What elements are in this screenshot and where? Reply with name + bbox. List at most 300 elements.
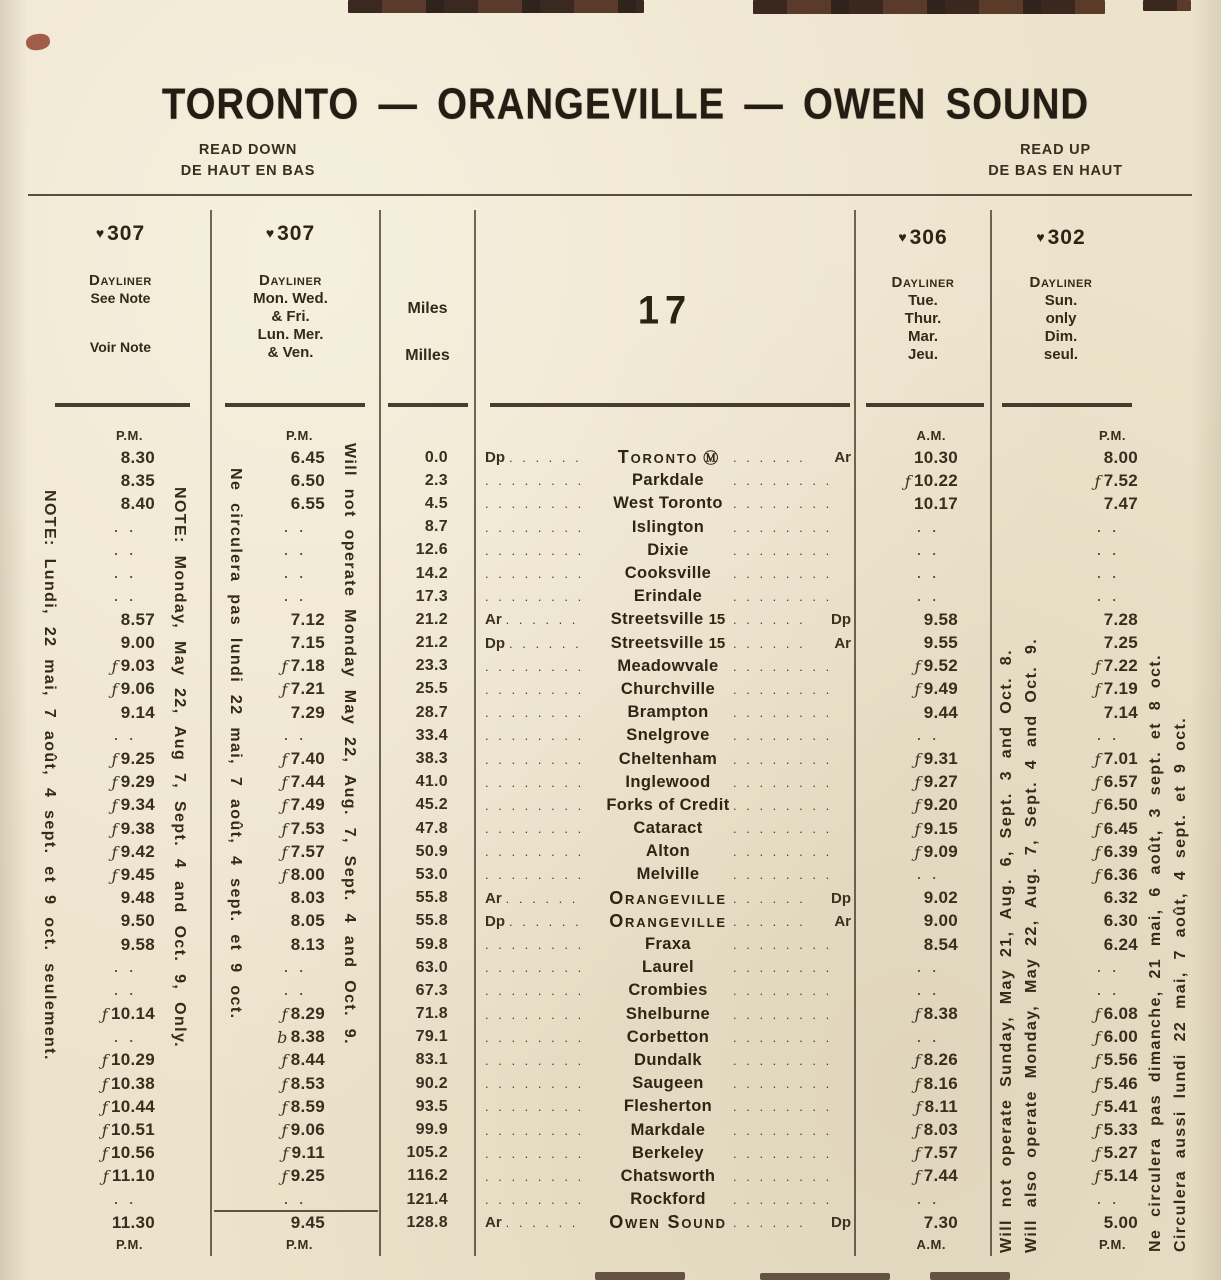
flag-stop-symbol: ƒ (1094, 1028, 1101, 1048)
flag-stop-symbol: ƒ (281, 680, 288, 700)
station-name: Markdale (630, 1120, 706, 1139)
time-text: 5.33 (1103, 1120, 1138, 1140)
time-value (111, 772, 155, 792)
time-text: 9.00 (923, 911, 958, 931)
time-cell-306 (855, 1030, 991, 1045)
flag-stop-symbol: ƒ (281, 1051, 288, 1071)
leader-dots: . . . . . . (505, 612, 579, 628)
time-cell-307-daily (0, 1192, 211, 1207)
station-right-leader (733, 1030, 855, 1045)
blank-time: . . (917, 1192, 940, 1208)
horizontal-rule (28, 194, 1192, 196)
miles-cell (380, 866, 475, 884)
time-cell-306 (855, 1120, 991, 1140)
time-cell-306 (855, 703, 991, 723)
time-value (291, 471, 325, 491)
read-up-fr: DE BAS EN HAUT (988, 163, 1123, 179)
time-text: 9.14 (120, 702, 155, 722)
leader-dots: . . . . . . (733, 1215, 806, 1231)
leader-dots: . . . . . . . . (485, 797, 585, 813)
blank-time: . . (1097, 542, 1120, 558)
station-right-leader (733, 983, 855, 998)
station-name-wrap (603, 819, 733, 838)
station-right-leader (733, 1169, 855, 1184)
blank-time: . . (284, 566, 307, 582)
time-text: 9.42 (120, 841, 155, 861)
train-number-text: 306 (909, 226, 948, 249)
time-text: 9.31 (923, 749, 958, 769)
station-right-leader (733, 728, 855, 743)
time-value (905, 471, 958, 491)
time-value (281, 1050, 325, 1070)
station-name-wrap (603, 471, 733, 490)
column-header-302 (991, 226, 1131, 364)
station-cell (475, 1074, 855, 1093)
station-name: Streetsville (610, 633, 704, 652)
flag-stop-symbol: ƒ (281, 1121, 288, 1141)
station-left-leader (475, 473, 603, 488)
time-text: 9.09 (923, 841, 958, 861)
station-name: Laurel (642, 958, 694, 977)
leader-dots: . . . . . . . . (485, 1192, 585, 1208)
miles-cell (380, 936, 475, 954)
ampm-cell (855, 1237, 991, 1252)
station-left-leader (475, 520, 603, 535)
time-text: 8.11 (924, 1096, 958, 1116)
time-text: 5.27 (1103, 1143, 1138, 1163)
station-left-leader (475, 682, 603, 697)
station-left-leader (475, 728, 603, 743)
flag-stop-symbol: ƒ (914, 1051, 921, 1071)
flag-stop-symbol: ƒ (102, 1167, 109, 1187)
station-cell (475, 564, 855, 583)
leader-dots: . . . . . . . . (485, 1076, 585, 1092)
flag-stop-symbol: ƒ (1094, 865, 1101, 885)
station-name: Flesherton (623, 1097, 713, 1116)
flag-stop-symbol: ƒ (111, 750, 118, 770)
flag-stop-symbol: ƒ (101, 1121, 108, 1141)
miles-cell (380, 449, 475, 467)
time-value (1094, 772, 1138, 792)
time-cell-306 (855, 983, 991, 998)
flag-stop-symbol: ƒ (101, 1051, 108, 1071)
time-cell-307-daily (0, 1213, 211, 1233)
time-cell-306 (855, 1143, 991, 1163)
station-cell (475, 819, 855, 838)
miles-cell (380, 843, 475, 861)
time-value (277, 1027, 325, 1047)
miles-value: 71.8 (415, 1005, 448, 1023)
scan-artifact-bottom (595, 1272, 685, 1280)
time-text: 7.44 (923, 1166, 958, 1186)
time-cell-306 (855, 728, 991, 743)
time-value (914, 1120, 958, 1140)
time-value (281, 1120, 325, 1140)
miles-cell (380, 588, 475, 606)
station-name: Brampton (627, 703, 709, 722)
flag-stop-symbol: ƒ (111, 865, 118, 885)
miles-value: 79.1 (415, 1028, 448, 1046)
time-value (1104, 1213, 1138, 1233)
time-text: 8.38 (923, 1004, 958, 1024)
heart-icon: ♥ (95, 225, 106, 241)
blank-time: . . (1097, 566, 1120, 582)
station-right-leader (733, 589, 855, 604)
days-line: Jeu. (907, 346, 938, 363)
station-prefix: Dp (485, 634, 505, 652)
note-french-not-operate-monday: Ne circulera pas lundi 22 mai, 7 août, 4 sept. et 9 oct. (227, 468, 244, 1020)
days-line: only (1045, 310, 1077, 327)
blank-time: . . (284, 1192, 307, 1208)
station-cell (475, 935, 855, 954)
time-value (1094, 1074, 1138, 1094)
time-text: 6.24 (1103, 934, 1138, 954)
miles-cell (380, 1121, 475, 1139)
time-text: 8.05 (290, 911, 325, 931)
time-text: 9.06 (120, 679, 155, 699)
miles-value: 41.0 (415, 773, 448, 791)
station-left-leader (475, 1214, 603, 1231)
leader-dots: . . . . . . . . (733, 844, 833, 860)
station-name: Alton (645, 842, 691, 861)
blank-time: . . (114, 566, 137, 582)
time-value (281, 819, 325, 839)
flag-stop-symbol: ƒ (111, 819, 118, 839)
station-cell (475, 471, 855, 490)
station-left-leader (475, 1099, 603, 1114)
time-value (281, 772, 325, 792)
station-right-leader (733, 1099, 855, 1114)
station-left-leader (475, 960, 603, 975)
station-left-leader (475, 983, 603, 998)
time-text: 9.03 (120, 656, 155, 676)
miles-cell (380, 704, 475, 722)
blank-time: . . (917, 960, 940, 976)
station-right-leader (733, 520, 855, 535)
station-name-wrap (603, 981, 733, 1000)
station-right-leader (733, 937, 855, 952)
station-name-wrap (603, 447, 733, 468)
time-text: 6.57 (1103, 772, 1138, 792)
time-cell-306 (855, 494, 991, 514)
time-text: 9.52 (923, 656, 958, 676)
flag-stop-symbol: ƒ (1094, 1051, 1101, 1071)
miles-cell (380, 982, 475, 1000)
miles-value: 105.2 (406, 1144, 448, 1162)
flag-stop-symbol: ƒ (914, 1005, 921, 1025)
station-name-wrap (603, 842, 733, 861)
time-text: 9.06 (290, 1120, 325, 1140)
days-line: Lun. Mer. (257, 326, 324, 343)
flag-stop-symbol: ƒ (914, 1167, 921, 1187)
note-english-monday-only: NOTE: Monday, May 22, Aug 7, Sept. 4 and Oct. 9, Only. (171, 487, 188, 1048)
time-value (102, 1050, 155, 1070)
leader-dots: . . . . . . . . (485, 1029, 585, 1045)
station-name: Dixie (647, 540, 689, 559)
leader-dots: . . . . . . . . (485, 542, 585, 558)
time-text: 9.25 (120, 749, 155, 769)
station-left-leader (475, 937, 603, 952)
miles-value: 38.3 (415, 750, 448, 768)
time-value (111, 679, 155, 699)
station-cell (475, 888, 855, 909)
time-cell-306 (855, 772, 991, 792)
station-left-leader (475, 1053, 603, 1068)
blank-time: . . (917, 566, 940, 582)
leader-dots: . . . . . . . . (485, 867, 585, 883)
station-right-leader (733, 890, 855, 907)
miles-cell (380, 565, 475, 583)
train-number (213, 222, 368, 246)
station-prefix: Dp (485, 449, 505, 467)
time-value (291, 1213, 325, 1233)
leader-dots: . . . . . . . . (485, 589, 585, 605)
time-value (121, 494, 155, 514)
leader-dots: . . . . . . . . (485, 496, 585, 512)
time-value (1094, 1166, 1138, 1186)
time-text: 6.30 (1103, 911, 1138, 931)
station-left-leader (475, 844, 603, 859)
station-name-wrap (603, 1051, 733, 1070)
station-cell (475, 842, 855, 861)
time-value (1094, 656, 1138, 676)
miles-value: 25.5 (415, 680, 448, 698)
station-name-wrap (603, 610, 733, 629)
time-value (291, 911, 325, 931)
miles-cell (380, 1167, 475, 1185)
time-cell-306 (855, 589, 991, 604)
miles-cell (380, 750, 475, 768)
leader-dots: . . . . . . . . (485, 844, 585, 860)
flag-stop-symbol: ƒ (101, 1144, 108, 1164)
station-cell (475, 1190, 855, 1209)
leader-dots: . . . . . . . . (485, 519, 585, 535)
leader-dots: . . . . . . . . (485, 774, 585, 790)
station-name: Meadowvale (617, 656, 719, 675)
time-text: 8.03 (290, 888, 325, 908)
time-cell-306 (855, 448, 991, 468)
station-cell (475, 773, 855, 792)
time-value (914, 1004, 958, 1024)
station-tag: 15 (708, 634, 726, 652)
station-name-wrap (603, 958, 733, 977)
leader-dots: . . . . . . . . (485, 473, 585, 489)
miles-value: 121.4 (406, 1190, 448, 1208)
station-name: Snelgrove (626, 726, 710, 745)
station-name: Orangeville (609, 910, 727, 931)
time-text: 6.39 (1103, 841, 1138, 861)
time-value (915, 1097, 958, 1117)
time-value (924, 911, 958, 931)
miles-cell (380, 1144, 475, 1162)
time-value (121, 888, 155, 908)
leader-dots: . . . . . . . . (733, 705, 833, 721)
miles-value: 2.3 (424, 471, 448, 489)
miles-cell (380, 1075, 475, 1093)
time-text: 6.32 (1103, 888, 1138, 908)
station-right-leader (733, 543, 855, 558)
time-value (121, 935, 155, 955)
leader-dots: . . . . . . . . (733, 1122, 833, 1138)
days-line: Tue. (908, 292, 938, 309)
flag-stop-symbol: ƒ (914, 1144, 921, 1164)
station-right-leader (733, 705, 855, 720)
time-value (111, 749, 155, 769)
station-right-leader (733, 1192, 855, 1207)
station-right-leader (733, 752, 855, 767)
miles-value: 99.9 (415, 1121, 448, 1139)
station-left-leader (475, 496, 603, 511)
flag-stop-symbol: ƒ (914, 657, 921, 677)
flag-stop-symbol: ƒ (1094, 680, 1101, 700)
leader-dots: . . . . . . . . (733, 1052, 833, 1068)
station-name-wrap (603, 1212, 733, 1233)
time-value (1094, 679, 1138, 699)
station-cell (475, 1028, 855, 1047)
flag-stop-symbol: ƒ (1094, 842, 1101, 862)
train-number-text: 307 (277, 222, 316, 245)
miles-value: 83.1 (415, 1051, 448, 1069)
leader-dots: . . . . . . . . (485, 566, 585, 582)
miles-value: 0.0 (424, 448, 448, 466)
station-cell (475, 796, 855, 815)
time-value (1094, 1027, 1138, 1047)
flag-stop-symbol: ƒ (1094, 1144, 1101, 1164)
station-name-wrap (603, 1028, 733, 1047)
read-up-label (968, 140, 1143, 182)
time-text: 8.26 (923, 1050, 958, 1070)
blank-time: . . (284, 542, 307, 558)
time-text: 6.45 (290, 447, 325, 467)
leader-dots: . . . . . . (733, 635, 806, 651)
blank-time: . . (1097, 728, 1120, 744)
time-text: 9.50 (120, 911, 155, 931)
station-name-wrap (603, 726, 733, 745)
station-suffix: Dp (831, 1214, 851, 1232)
miles-value: 14.2 (415, 564, 448, 582)
time-cell-306 (855, 633, 991, 653)
time-value (121, 610, 155, 630)
miles-value: 67.3 (415, 981, 448, 999)
station-left-leader (475, 1146, 603, 1161)
station-right-leader (733, 496, 855, 511)
time-value (914, 656, 958, 676)
scan-artifact-top (753, 0, 1105, 14)
leader-dots: . . . . . . (509, 450, 582, 466)
time-text: 7.30 (923, 1212, 958, 1232)
time-text: 9.11 (291, 1143, 325, 1163)
time-value (1094, 1004, 1138, 1024)
time-value (111, 656, 155, 676)
time-value (924, 1213, 958, 1233)
read-down-label (158, 140, 338, 182)
time-cell-306 (855, 1074, 991, 1094)
station-name-wrap (603, 680, 733, 699)
time-value (281, 842, 325, 862)
station-tag: Ⓜ (703, 450, 719, 468)
station-left-leader (475, 611, 603, 628)
note-english-also-operate-monday: Will also operate Monday, May 22, Aug. 7, Sept. 4 and Oct. 9. (1023, 637, 1040, 1253)
flag-stop-symbol: ƒ (914, 750, 921, 770)
blank-time: . . (284, 589, 307, 605)
station-name: Erindale (633, 587, 703, 606)
flag-stop-symbol: ƒ (281, 773, 288, 793)
leader-dots: . . . . . . (733, 913, 806, 929)
leader-dots: . . . . . . . . (485, 983, 585, 999)
time-text: 6.55 (290, 493, 325, 513)
station-left-leader (475, 798, 603, 813)
time-text: 8.00 (290, 864, 325, 884)
ampm-label-row (0, 424, 1221, 446)
miles-label: Miles (407, 300, 448, 317)
miles-cell (380, 796, 475, 814)
station-right-leader (733, 635, 855, 652)
train-number (991, 226, 1131, 250)
station-name: Islington (631, 517, 705, 536)
miles-value: 28.7 (415, 703, 448, 721)
time-text: 9.15 (923, 818, 958, 838)
time-value (281, 1074, 325, 1094)
time-text: 8.57 (120, 609, 155, 629)
miles-value: 116.2 (407, 1167, 448, 1185)
time-value (1094, 819, 1138, 839)
time-value (291, 935, 325, 955)
miles-cell (380, 912, 475, 930)
time-value (102, 1074, 155, 1094)
station-left-leader (475, 1192, 603, 1207)
station-name: Cataract (633, 819, 703, 838)
station-name-wrap (603, 1121, 733, 1140)
time-text: 8.30 (120, 447, 155, 467)
leader-dots: . . . . . . . . (733, 937, 833, 953)
time-text: 7.57 (923, 1143, 958, 1163)
time-value (914, 1050, 958, 1070)
blank-time: . . (284, 983, 307, 999)
flag-stop-symbol: ƒ (1094, 819, 1101, 839)
time-text: 6.08 (1103, 1004, 1138, 1024)
leader-dots: . . . . . . . . (733, 473, 833, 489)
time-text: 6.50 (1103, 795, 1138, 815)
station-left-leader (475, 1030, 603, 1045)
flag-stop-symbol: ƒ (101, 1074, 108, 1094)
station-cell (475, 1097, 855, 1116)
station-name-wrap (603, 865, 733, 884)
time-cell-307-daily (0, 448, 211, 468)
leader-dots: . . . . . . (509, 635, 582, 651)
ampm-label: A.M. (916, 427, 946, 443)
time-text: 7.40 (290, 749, 325, 769)
station-right-leader (733, 566, 855, 581)
ampm-cell (991, 428, 1221, 443)
station-left-leader (475, 659, 603, 674)
station-prefix: Ar (485, 1214, 502, 1232)
days-line: Sun. (1044, 292, 1078, 309)
time-value (281, 1004, 325, 1024)
miles-cell (380, 634, 475, 652)
miles-cell (380, 472, 475, 490)
time-value (281, 679, 325, 699)
dayliner-label: Dayliner (89, 272, 152, 289)
flag-stop-symbol: ƒ (281, 1074, 288, 1094)
time-text: 9.44 (923, 702, 958, 722)
column-header-307-daily (30, 222, 211, 356)
station-cell (475, 750, 855, 769)
flag-stop-symbol: ƒ (914, 773, 921, 793)
station-right-leader (733, 1053, 855, 1068)
time-text: 9.48 (120, 888, 155, 908)
station-name: Owen Sound (609, 1212, 727, 1233)
station-left-leader (475, 566, 603, 581)
